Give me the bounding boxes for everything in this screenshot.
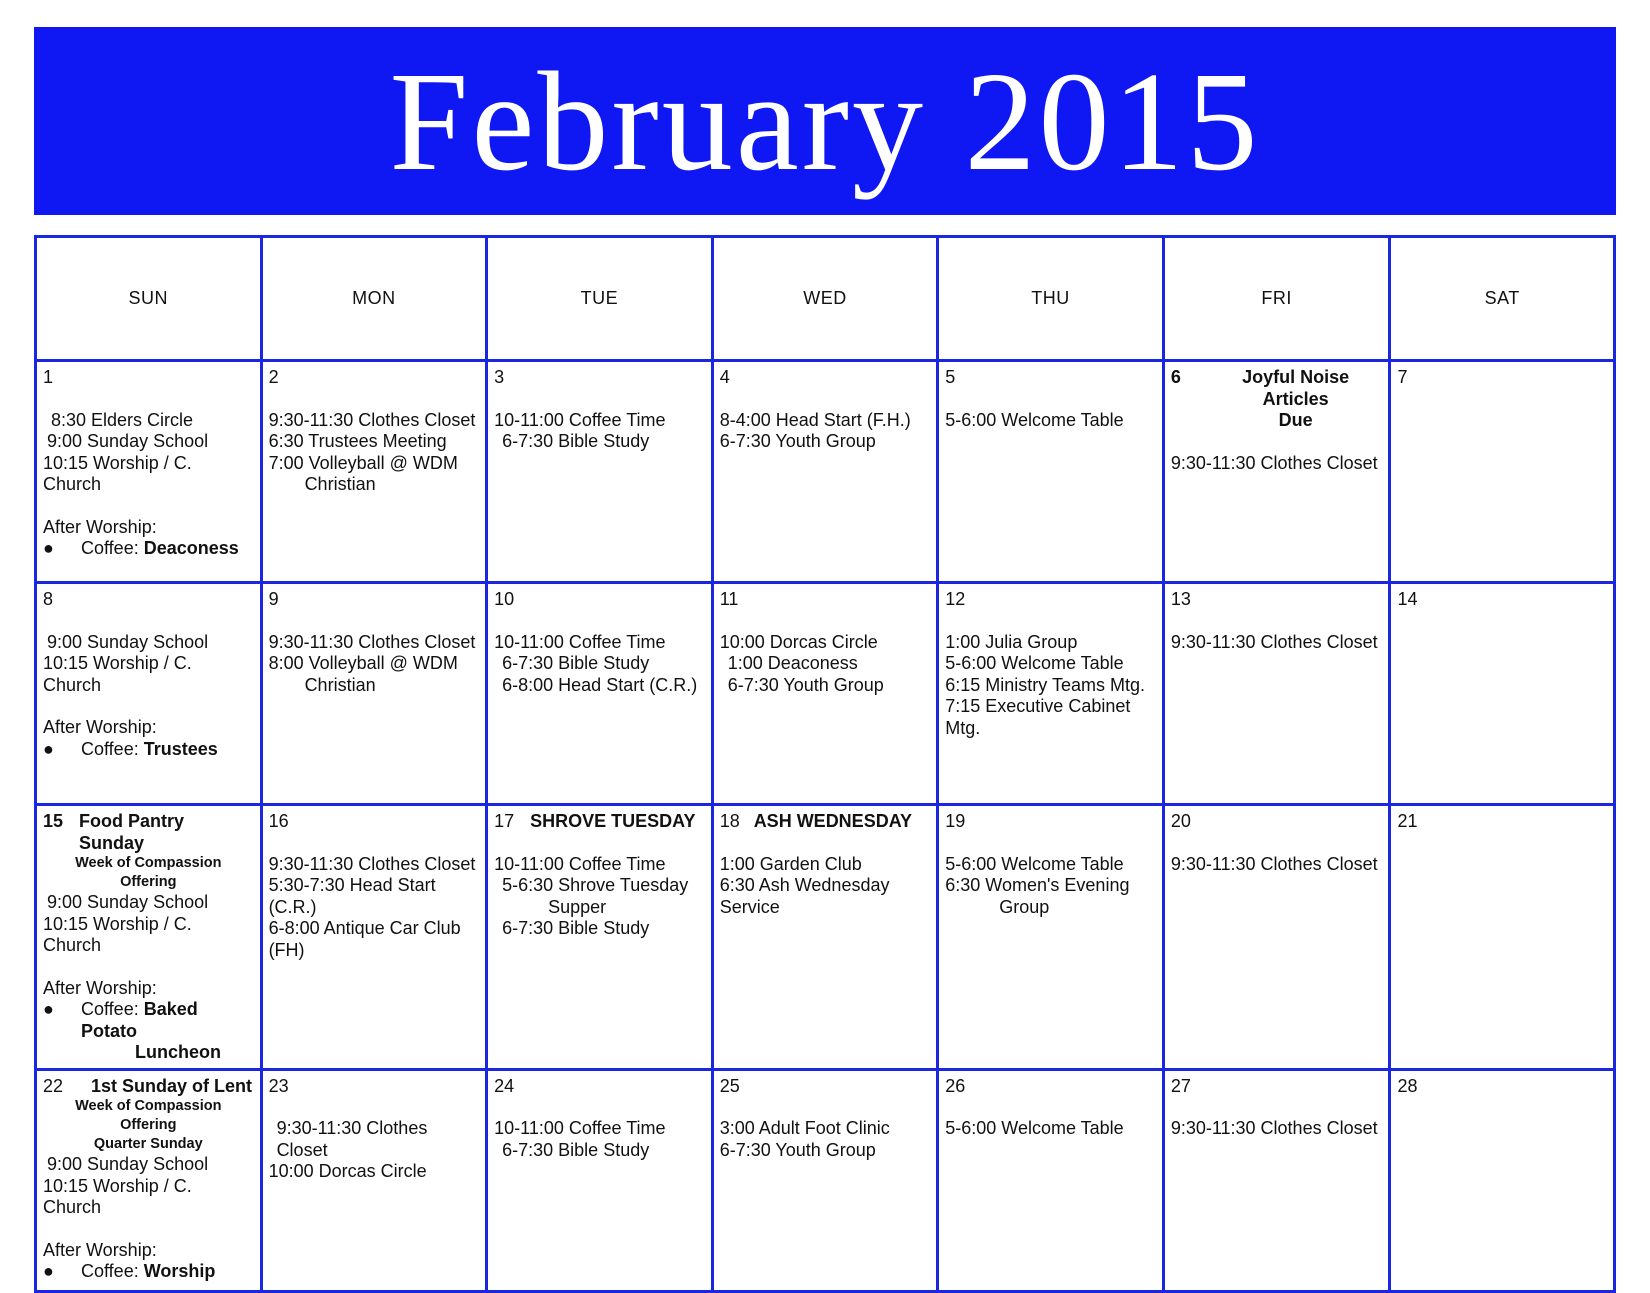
day-number: 26	[945, 1075, 966, 1096]
day-cell-12	[938, 583, 1164, 805]
day-cell-13	[1163, 583, 1390, 805]
day-cell-5	[938, 361, 1164, 583]
bullet-icon: ●	[43, 538, 54, 558]
day-cell-21	[1390, 805, 1615, 1070]
day-cell-1	[36, 361, 262, 583]
day-number: 3	[494, 367, 505, 387]
day-cell-8	[36, 583, 262, 805]
event-item: 1:00 Garden Club	[719, 853, 862, 874]
week-row-3	[36, 805, 1615, 1070]
day-cell-25	[712, 1069, 938, 1291]
day-headline: 1st Sunday of Lent	[91, 1075, 253, 1096]
day-number: 22	[43, 1075, 64, 1096]
coffee-label: Coffee:	[81, 538, 144, 558]
sub-headline: Quarter Sunday	[93, 1136, 203, 1152]
headline-line-2: Due	[1278, 410, 1313, 430]
event-item: 10:15 Worship / C. Church	[43, 913, 192, 955]
day-cell-16	[261, 805, 487, 1070]
event-item: 6:30 Women's Evening	[945, 875, 1130, 895]
after-worship-label: After Worship:	[43, 717, 157, 737]
event-item: 6-8:00 Head Start (C.R.)	[502, 674, 698, 695]
day-cell-24	[487, 1069, 713, 1291]
day-number: 2	[268, 367, 279, 387]
event-item: 7:00 Volleyball @ WDM	[268, 452, 458, 473]
event-item: 7:15 Executive Cabinet Mtg.	[945, 696, 1131, 738]
day-number: 27	[1170, 1075, 1191, 1096]
weekday-fri: FRI	[1163, 237, 1390, 361]
coffee-host-continued: Luncheon	[135, 1042, 221, 1062]
week-row-2	[36, 583, 1615, 805]
week-row-4	[36, 1069, 1615, 1291]
day-number: 14	[1397, 589, 1418, 609]
event-item: 6-7:30 Youth Group	[727, 674, 884, 695]
event-item: 6-7:30 Youth Group	[719, 431, 876, 451]
day-number: 17	[494, 811, 515, 831]
event-item: 6-8:00 Antique Car Club (FH)	[268, 918, 461, 960]
event-item: 9:30-11:30 Clothes Closet	[268, 409, 476, 430]
event-item: 6-7:30 Youth Group	[719, 1139, 876, 1160]
event-item: 5:30-7:30 Head Start (C.R.)	[268, 875, 436, 917]
day-cell-18	[712, 805, 938, 1070]
calendar-grid	[34, 235, 1616, 1293]
bullet-icon: ●	[43, 738, 54, 759]
week-row-1	[36, 361, 1615, 583]
day-cell-10	[487, 583, 713, 805]
day-cell-27	[1163, 1069, 1390, 1291]
weekday-sun: SUN	[36, 237, 262, 361]
event-item: 10:15 Worship / C. Church	[43, 653, 192, 695]
day-cell-26	[938, 1069, 1164, 1291]
event-item: 6-7:30 Bible Study	[502, 1139, 650, 1160]
event-item: 1:00 Deaconess	[727, 653, 858, 673]
day-cell-3	[487, 361, 713, 583]
day-cell-4	[712, 361, 938, 583]
event-item-continued: Group	[999, 896, 1050, 917]
day-number: 24	[494, 1075, 515, 1096]
sub-headline: Week of Compassion	[75, 855, 222, 871]
day-number: 19	[945, 811, 966, 831]
day-number: 4	[719, 367, 730, 387]
calendar-banner	[34, 27, 1616, 215]
weekday-wed: WED	[712, 237, 938, 361]
day-cell-28	[1390, 1069, 1615, 1291]
event-item: 5-6:00 Welcome Table	[945, 409, 1124, 430]
weekday-sat: SAT	[1390, 237, 1615, 361]
event-item: 10:15 Worship / C. Church	[43, 1175, 192, 1217]
day-number: 25	[719, 1075, 740, 1096]
day-number: 15	[43, 811, 64, 831]
event-item-continued: Supper	[548, 896, 607, 917]
day-headline: ASH WEDNESDAY	[753, 811, 913, 831]
weekday-mon: MON	[261, 237, 487, 361]
event-item: 8:00 Volleyball @ WDM	[268, 653, 458, 673]
after-worship-label: After Worship:	[43, 1239, 157, 1260]
day-cell-14	[1390, 583, 1615, 805]
event-item: 9:00 Sunday School	[47, 431, 209, 451]
event-item: 9:30-11:30 Clothes Closet	[1170, 1118, 1378, 1138]
event-item: 5-6:00 Welcome Table	[945, 1118, 1124, 1138]
day-number: 21	[1397, 811, 1418, 831]
coffee-label: Coffee:	[81, 999, 144, 1019]
day-cell-9	[261, 583, 487, 805]
sub-headline: Week of Compassion	[75, 1098, 222, 1114]
day-cell-22	[36, 1069, 262, 1291]
event-item: 8:30 Elders Circle	[51, 409, 194, 430]
event-item: 10:00 Dorcas Circle	[719, 631, 878, 652]
event-item: 9:30-11:30 Clothes Closet	[1170, 631, 1378, 652]
event-item: 6:30 Trustees Meeting	[268, 431, 447, 451]
event-item: 9:00 Sunday School	[47, 1154, 209, 1174]
day-number: 5	[945, 367, 956, 387]
sub-headline: Offering	[120, 1117, 177, 1133]
page-title: February 2015	[389, 42, 1261, 200]
after-worship-label: After Worship:	[43, 516, 157, 537]
day-number: 9	[268, 589, 279, 609]
coffee-host: Deaconess	[143, 538, 239, 558]
event-item-continued: Christian	[304, 474, 376, 494]
day-cell-19	[938, 805, 1164, 1070]
event-item: 6-7:30 Bible Study	[502, 653, 650, 673]
day-number: 13	[1170, 589, 1191, 609]
day-cell-17	[487, 805, 713, 1070]
day-number: 18	[719, 811, 740, 831]
event-item: 5-6:00 Welcome Table	[945, 653, 1124, 673]
event-item: 9:30-11:30 Clothes Closet	[268, 631, 476, 652]
day-headline: SHROVE TUESDAY	[530, 811, 696, 831]
headline-line-1: Joyful Noise Articles	[1242, 367, 1350, 409]
event-item: 10:15 Worship / C. Church	[43, 452, 192, 494]
event-item: 9:30-11:30 Clothes Closet	[1170, 853, 1378, 874]
event-item: 10-11:00 Coffee Time	[494, 409, 666, 430]
event-item: 5-6:00 Welcome Table	[945, 853, 1124, 874]
event-item: 6:15 Ministry Teams Mtg.	[945, 674, 1145, 695]
weekday-tue: TUE	[487, 237, 713, 361]
event-item: 10-11:00 Coffee Time	[494, 1118, 666, 1138]
event-item: 9:30-11:30 Clothes Closet	[276, 1118, 428, 1160]
event-item: 9:00 Sunday School	[47, 892, 209, 912]
event-item: 9:30-11:30 Clothes Closet	[268, 853, 476, 874]
event-item: 9:00 Sunday School	[47, 631, 209, 652]
bullet-icon: ●	[43, 1261, 54, 1281]
event-item: 6-7:30 Bible Study	[502, 918, 650, 938]
day-number: 10	[494, 589, 515, 609]
day-number: 8	[43, 589, 54, 609]
event-item: 10-11:00 Coffee Time	[494, 631, 666, 652]
day-number: 6	[1170, 367, 1181, 387]
event-item: 8-4:00 Head Start (F.H.)	[719, 409, 911, 430]
event-item-continued: Christian	[304, 674, 376, 695]
day-number: 12	[945, 589, 966, 609]
event-item: 10-11:00 Coffee Time	[494, 853, 666, 874]
day-cell-2	[261, 361, 487, 583]
coffee-label: Coffee:	[81, 1261, 144, 1281]
sub-headline: Offering	[120, 874, 177, 890]
after-worship-label: After Worship:	[43, 977, 157, 998]
coffee-item	[43, 538, 254, 560]
event-item: 6:30 Ash Wednesday Service	[719, 875, 890, 917]
event-item: 5-6:30 Shrove Tuesday	[502, 875, 689, 895]
day-headline: Food Pantry Sunday	[79, 811, 185, 853]
event-item: 3:00 Adult Foot Clinic	[719, 1118, 890, 1138]
weekday-thu: THU	[938, 237, 1164, 361]
day-number: 7	[1397, 367, 1408, 387]
coffee-item	[43, 739, 254, 761]
coffee-host: Trustees	[143, 738, 218, 759]
coffee-host: Baked Potato	[81, 999, 198, 1041]
day-headline	[1209, 367, 1383, 432]
event-item: 10:00 Dorcas Circle	[268, 1161, 427, 1181]
coffee-host: Worship	[143, 1261, 216, 1281]
day-number: 11	[719, 589, 739, 609]
day-cell-20	[1163, 805, 1390, 1070]
coffee-label: Coffee:	[81, 738, 144, 759]
day-number: 23	[268, 1075, 289, 1096]
weekday-header-row	[36, 237, 1615, 361]
day-cell-11	[712, 583, 938, 805]
coffee-item	[43, 1261, 254, 1283]
coffee-item	[43, 999, 254, 1042]
day-number: 28	[1397, 1075, 1418, 1096]
day-cell-15	[36, 805, 262, 1070]
event-item: 1:00 Julia Group	[945, 631, 1078, 652]
day-number: 20	[1170, 811, 1191, 831]
bullet-icon: ●	[43, 999, 54, 1019]
day-cell-23	[261, 1069, 487, 1291]
event-item: 6-7:30 Bible Study	[502, 431, 650, 451]
event-item: 9:30-11:30 Clothes Closet	[1170, 452, 1378, 473]
day-number: 16	[268, 811, 289, 831]
day-number: 1	[43, 367, 54, 387]
day-cell-7	[1390, 361, 1615, 583]
day-cell-6	[1163, 361, 1390, 583]
